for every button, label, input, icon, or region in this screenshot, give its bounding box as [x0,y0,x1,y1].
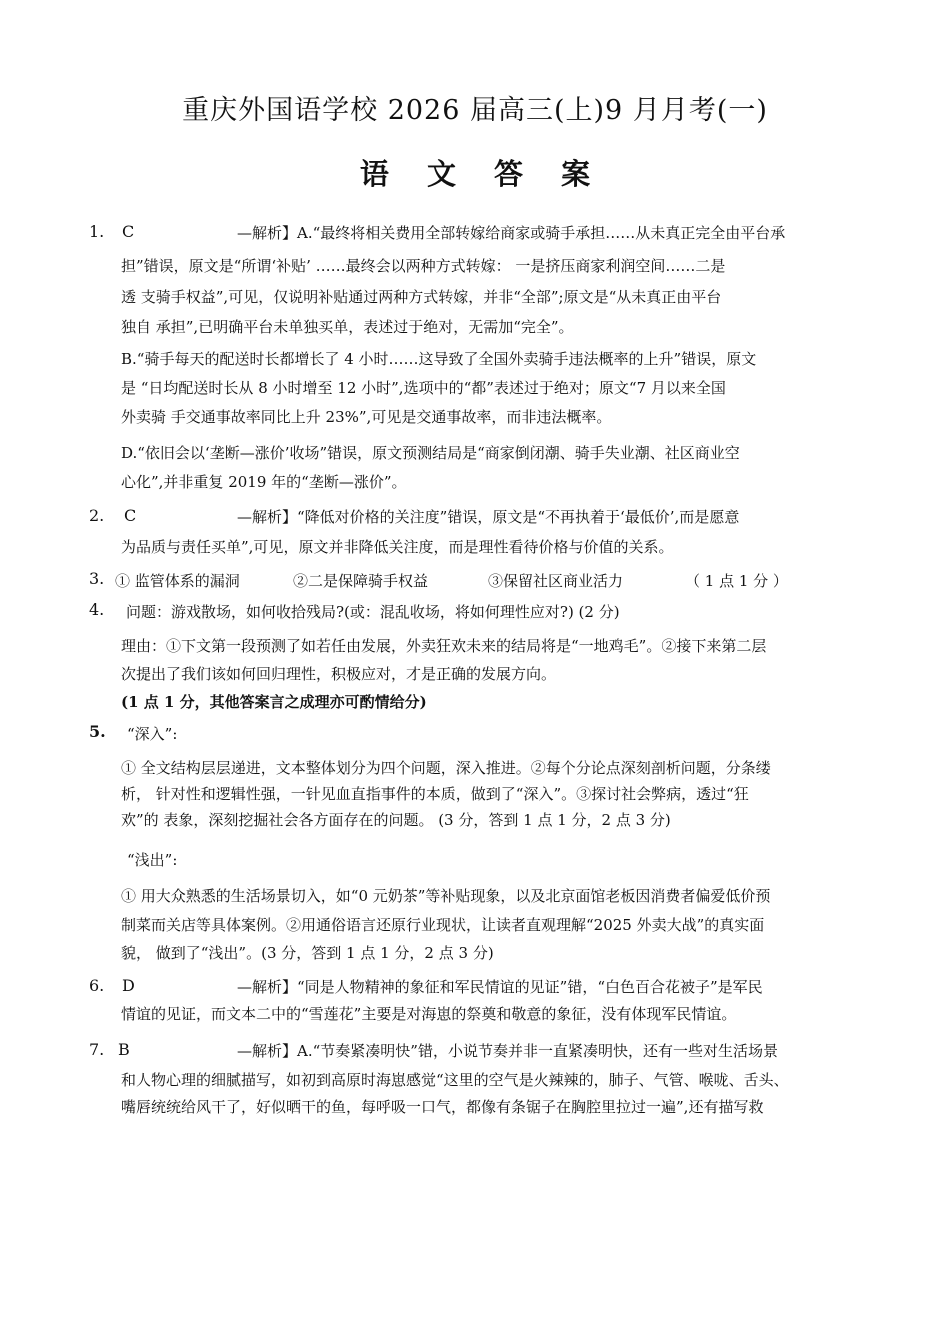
question-number: 7. [89,1040,105,1059]
analysis-heading: —解析】“同是人物精神的象征和军民情谊的见证”错，“白色百合花被子”是军民 [237,978,763,996]
analysis-line: 制菜而关店等具体案例。②用通俗语言还原行业现状，让读者直观理解“2025 外卖大战”的真实面 [121,916,765,934]
analysis-line: 欢”的 表象，深刻挖掘社会各方面存在的问题。 (3 分，答到 1 点 1 分，2 点 3 分) [121,811,671,829]
analysis-line: 问题：游戏散场，如何收拾残局?(或：混乱收场，将如何理性应对?) (2 分) [126,603,620,621]
analysis-line: 外卖骑 手交通事故率同比上升 23%”,可见是交通事故率，而非违法概率。 [121,408,612,426]
analysis-line: ① 全文结构层层递进，文本整体划分为四个问题，深入推进。②每个分论点深刻剖析问题，分条缕 [121,759,771,777]
analysis-heading: —解析】A.“最终将相关费用全部转嫁给商家或骑手承担……从未真正完全由平台承 [237,224,786,242]
analysis-line: D.“依旧会以‘垄断—涨价’收场”错误，原文预测结局是“商家倒闭潮、骑手失业潮、社区商业空 [121,444,740,462]
section-label: “深入”: [127,725,178,743]
question-number: 6. [89,976,105,995]
analysis-line: 独自 承担”,已明确平台未单独买单，表述过于绝对，无需加“完全”。 [121,318,574,336]
page-title: 重庆外国语学校 2026 届高三(上)9 月月考(一) [182,95,768,126]
answer-choice: C [124,506,137,525]
analysis-line: ① 用大众熟悉的生活场景切入，如“0 元奶茶”等补贴现象，以及北京面馆老板因消费者偏爱低价预 [121,887,771,905]
analysis-line: 理由：①下文第一段预测了如若任由发展，外卖狂欢未来的结局将是“一地鸡毛”。②接下来第二层 [121,637,767,655]
analysis-heading: —解析】A.“节奏紧凑明快”错，小说节奏并非一直紧凑明快，还有一些对生活场景 [237,1042,778,1060]
analysis-line: 担”错误，原文是“所谓‘补贴’ ……最终会以两种方式转嫁： 一是挤压商家利润空间……二是 [121,257,726,275]
answer-point: ① 监管体系的漏洞 [115,572,240,590]
analysis-line: 情谊的见证，而文本二中的“雪莲花”主要是对海崽的祭奠和敬意的象征，没有体现军民情谊。 [121,1005,737,1023]
question-number: 3. [89,569,105,588]
answer-choice: B [118,1040,130,1059]
question-number: 5. [89,722,106,741]
answer-point: ②二是保障骑手权益 [293,572,429,590]
analysis-line: 貌， 做到了“浅出”。(3 分，答到 1 点 1 分，2 点 3 分) [121,944,494,962]
analysis-line: 次提出了我们该如何回归理性，积极应对，才是正确的发展方向。 [121,665,557,683]
answer-choice: C [122,222,135,241]
analysis-heading: —解析】“降低对价格的关注度”错误，原文是“不再执着于‘最低价’,而是愿意 [237,508,740,526]
analysis-line: 析， 针对性和逻辑性强，一针见血直指事件的本质，做到了“深入”。③探讨社会弊病，透过“狂 [121,785,749,803]
analysis-line: 心化”,并非重复 2019 年的“垄断—涨价”。 [121,473,407,491]
analysis-line: 为品质与责任买单”,可见，原文并非降低关注度，而是理性看待价格与价值的关系。 [121,538,674,556]
analysis-line: 嘴唇统统给风干了，好似晒干的鱼，每呼吸一口气，都像有条锯子在胸腔里拉过一遍”,还有描写救 [121,1098,764,1116]
analysis-line: B.“骑手每天的配送时长都增长了 4 小时……这导致了全国外卖骑手违法概率的上升”错误，原文 [121,350,757,368]
question-number: 2. [89,506,105,525]
analysis-line: 透 支骑手权益”,可见，仅说明补贴通过两种方式转嫁，并非“全部”;原文是“从未真正由平台 [121,288,722,306]
answer-choice: D [122,976,135,995]
analysis-line: 和人物心理的细腻描写，如初到高原时海崽感觉“这里的空气是火辣辣的，肺子、气管、喉咙、舌头、 [121,1071,789,1089]
question-number: 4. [89,600,105,619]
section-label: “浅出”: [127,851,178,869]
page-subtitle: 语 文 答 案 [359,157,605,191]
analysis-line: 是 “日均配送时长从 8 小时增至 12 小时”,选项中的“都”表述过于绝对；原文“7 月以来全国 [121,379,726,397]
question-number: 1. [89,222,105,241]
score-note: (1 点 1 分，其他答案言之成理亦可酌情给分) [121,693,427,711]
answer-point: ③保留社区商业活力 [488,572,624,590]
score-note: （ 1 点 1 分 ） [685,572,788,590]
